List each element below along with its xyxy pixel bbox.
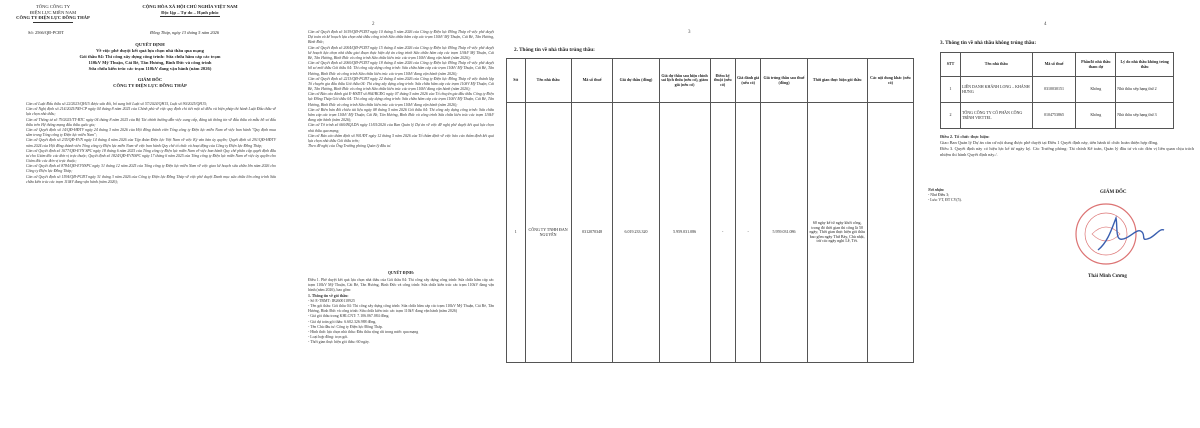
- column-header: Phần/lô nhà thầu tham dự: [1076, 53, 1116, 77]
- column-header: Stt: [507, 59, 526, 103]
- basis-paragraph: Căn cứ Quyết định số 235/QĐ-EVN ngày 14 tháng 4 năm 2026 của Tập đoàn Điện lực Việt Nam về việc Ký văn bản ủy quyền; Quyết định số 291/QĐ-HĐTV năm 2024 của Hội đồng thành viên Tổng công ty Điện lực miền Nam về việc ban hành Quy chế tổ chức và hoạt động của Công ty Điện lực Đồng Tháp;: [26, 138, 276, 148]
- motto-rule: [160, 16, 220, 17]
- recipients-heading: Nơi nhận:: [928, 188, 945, 192]
- decision-subject-line: 110kV Mỹ Thuận, Cái Bè, Tân Hương, Bình Đức và công trình: [88, 59, 212, 65]
- winner-heading: 2. Thông tin về nhà thầu trúng thầu:: [514, 47, 595, 53]
- package-info-item: - Tên gói thầu: Gói thầu 04: Thi công xây dựng công trình: Sửa chữa hâm cáp các trạm 110kV Mỹ Thuận, Cái Bè, Tân Hương, Bình Đức và công trình: Sửa chữa kiến trúc các trạm 110kV đang vận hành (năm 2026): [308, 303, 494, 314]
- table-row: [941, 77, 1174, 103]
- column-header: Thời gian thực hiện gói thầu: [807, 59, 867, 103]
- column-header: Giá dự thầu (đồng): [613, 59, 659, 103]
- package-info-item: - Giá gói thầu trong KHLCNT: 7.106.067.084 đồng.: [308, 314, 390, 319]
- document-date: Đồng Tháp, ngày 13 tháng 5 năm 2026: [150, 30, 220, 35]
- article-1-text: Điều 1. Phê duyệt kết quả lựa chọn nhà thầu của Gói thầu 04: Thi công xây dựng công trình: Sửa chữa hâm cáp các trạm 110kV Mỹ Thuận, Cái Bè, Tân Hương, Bình Đức và công trình: Sửa chữa kiến trúc các trạm 110kV đang vận hành (năm 2026), bao gồm:: [308, 278, 494, 293]
- table-cell: Không: [1076, 77, 1116, 103]
- package-info-heading: 1. Thông tin về gói thầu:: [308, 293, 349, 298]
- issuer-header: [6, 4, 100, 23]
- loser-table: [940, 52, 1174, 129]
- table-cell: Nhà thầu xếp hạng thứ 2: [1116, 77, 1174, 103]
- signer-title: GIÁM ĐỐC: [1100, 190, 1127, 195]
- basis-paragraph: Căn cứ Quyết định số 2213/QĐ-PCĐT ngày 22 tháng 4 năm 2026 của Công ty Điện lực Đồng Tháp về việc thành lập Tổ chuyên gia đấu thầu Gói thầu 04: Thi công xây dựng công trình: Sửa chữa hâm cáp các trạm 110kV Mỹ Thuận, Cái Bè, Tân Hương, Bình Đức và công trình Sửa chữa kiến trúc các trạm 110kV đang vận hành (năm 2026);: [308, 76, 494, 92]
- column-header: STT: [941, 53, 961, 77]
- basis-paragraph: Căn cứ Biên bản đối chiếu tài liệu ngày 08 tháng 5 năm 2026 Gói thầu 04: Thi công xây dựng công trình: Sửa chữa hâm cáp các trạm 110kV Mỹ Thuận, Cái Bè, Tân Hương, Bình Đức và công trình Sửa chữa kiến trúc các trạm 110kV đang vận hành (năm 2026);: [308, 107, 494, 123]
- authority-title: GIÁM ĐỐC: [137, 76, 163, 82]
- authority-name: CÔNG TY ĐIỆN LỰC ĐỒNG THÁP: [113, 82, 187, 88]
- basis-paragraph: Căn cứ Thông tư số 79/2025/TT-BTC ngày 04 tháng 8 năm 2025 của Bộ Tài chính hướng dẫn việc cung cấp, đăng tải thông tin về đấu thầu và mẫu hồ sơ đấu thầu trên Hệ thống mạng đấu thầu quốc gia;: [26, 117, 276, 127]
- table-cell: [867, 103, 913, 363]
- basis-paragraph: Căn cứ Quyết định số 2004/QĐ-PCĐT ngày 15 tháng 4 năm 2026 của Công ty Điện lực Đồng Tháp về việc phê duyệt kế hoạch lựa chọn nhà thầu giai đoạn thực hiện dự án công trình Sửa chữa hâm cáp các trạm 110kV Mỹ Thuận, Cái Bè, Tân Hương, Bình Đức và công trình Sửa chữa kiến trúc các trạm 110kV đang vận hành (năm 2026);: [308, 45, 494, 60]
- basis-paragraph: Căn cứ Quyết định số 1594/QĐ-PCĐT ngày 31 tháng 3 năm 2026 của Công ty Điện lực Đồng Tháp về việc phê duyệt Danh mục sửa chữa lớn công trình Sửa chữa kiến trúc các trạm 110kV đang vận hành (năm 2026);: [26, 174, 276, 184]
- document-page-1: [0, 0, 300, 428]
- table-cell: TỔNG CÔNG TY CỔ PHẦN CÔNG TRÌNH VIETTEL: [960, 103, 1032, 129]
- package-info-item: - Loại hợp đồng: trọn gói.: [308, 335, 349, 340]
- issuer-name: CÔNG TY ĐIỆN LỰC ĐỒNG THÁP: [16, 15, 90, 20]
- document-page-2: [300, 0, 500, 428]
- loser-heading: 3. Thông tin về nhà thầu không trúng thầu:: [940, 40, 1037, 46]
- page-number: 3: [688, 30, 691, 35]
- issuer-rule: [33, 22, 73, 23]
- article-3-text: Điều 3. Quyết định này có hiệu lực kể từ ngày ký. Các Trưởng phòng: Tài chính Kế toán, Quản lý đầu tư và các đơn vị liên quan chịu trách nhiệm thi hành Quyết định này./.: [940, 145, 1194, 157]
- package-info-item: - Giá dự toán gói thầu: 6.602.326.988 đồng.: [308, 319, 377, 324]
- basis-paragraph: Căn cứ Quyết định số 2060/QĐ-PCĐT ngày 18 tháng 4 năm 2026 của Công ty Điện lực Đồng Tháp về việc phê duyệt hồ sơ mời thầu Gói thầu 04: Thi công xây dựng công trình: Sửa chữa hâm cáp các trạm 110kV Mỹ Thuận, Cái Bè, Tân Hương, Bình Đức và công trình Sửa chữa kiến trúc các trạm 110kV đang vận hành (năm 2026);: [308, 61, 494, 76]
- table-cell: 0310030151: [1032, 77, 1076, 103]
- basis-paragraph: Căn cứ Quyết định số 1677/QĐ-EVN SPC ngày 18 tháng 6 năm 2025 của Tổng công ty Điện lực miền Nam về việc ban hành Quy chế phân cấp quyết định đầu tư cho Giám đốc các đơn vị trực thuộc; Quyết định số 1824/QĐ-EVNSPC ngày 17 tháng 6 năm 2025 của Tổng công ty Điện lực miền Nam về việc ủy quyền cho Giám đốc các đơn vị trực thuộc;: [26, 148, 276, 164]
- table-row: [941, 103, 1174, 129]
- nation-title: CỘNG HÒA XÃ HỘI CHỦ NGHĨA VIỆT NAM: [142, 4, 238, 9]
- decision-title-block: [10, 42, 290, 89]
- page-number: 2: [372, 22, 375, 27]
- legal-basis-cont: [308, 30, 494, 149]
- table-cell: CÔNG TY TNHH ĐAN NGUYÊN: [525, 103, 571, 363]
- table-cell: -: [735, 103, 760, 363]
- article-2-text: Giao Ban Quản lý Dự án căn cứ nội dung được phê duyệt tại Điều 1 Quyết định này, tiến hành tổ chức hoàn thiện hợp đồng.: [940, 139, 1159, 145]
- basis-paragraph: Căn cứ Nghị định số 214/2025/NĐ-CP ngày 04 tháng 8 năm 2025 của Chính phủ về việc quy định chi tiết một số điều và biện pháp thi hành Luật Đấu thầu về lựa chọn nhà thầu;: [26, 107, 276, 117]
- table-header-row: [941, 53, 1174, 77]
- decision-subject-line: Gói thầu 04: Thi công xây dựng công trình: Sửa chữa hâm cáp các trạm: [79, 53, 221, 59]
- article-1: [308, 278, 494, 345]
- column-header: Giá đánh giá (nếu có): [735, 59, 760, 103]
- table-cell: 5.959.031.086: [761, 103, 807, 363]
- basis-paragraph: Căn cứ Luật Đấu thầu số 22/2023/QH15 được sửa đổi, bổ sung bởi Luật số 57/2024/QH15, Luật số 90/2025/QH15;: [26, 102, 208, 106]
- document-page-4: [920, 0, 1200, 428]
- seal-and-signature: [1068, 198, 1178, 273]
- recipient-item: - Như Điều 3;: [928, 193, 950, 198]
- decision-subject: Về việc phê duyệt kết quả lựa chọn nhà thầu qua mạng: [96, 47, 204, 53]
- column-header: Các nội dung khác (nếu có): [867, 59, 913, 103]
- articles-2-3: [940, 134, 1194, 157]
- table-cell: 1: [941, 77, 961, 103]
- column-header: Điểm kỹ thuật (nếu có): [710, 59, 735, 103]
- table-row: [507, 103, 914, 363]
- decision-subject-line: Sửa chữa kiến trúc các trạm 110kV đang vận hành (năm 2026): [88, 65, 212, 71]
- basis-paragraph: Căn cứ Quyết định số 1619/QĐ-PCĐT ngày 10 tháng 5 năm 2026 của Công ty Điện lực Đồng Tháp về việc phê duyệt Dự toán và kế hoạch lựa chọn nhà thầu công trình Sửa chữa hâm cáp các trạm 110kV Mỹ Thuận, Cái Bè, Tân Hương, Bình Đức;: [308, 30, 494, 45]
- column-header: Giá trúng thầu sau thuế (đồng): [761, 59, 807, 103]
- package-info-item: - Hình thức lựa chọn nhà thầu: Đấu thầu rộng rãi trong nước qua mạng: [308, 329, 419, 334]
- national-header: [102, 4, 278, 17]
- recipients: [928, 188, 962, 203]
- column-header: Lý do nhà thầu không trúng thầu: [1116, 53, 1174, 77]
- table-cell: 2: [941, 103, 961, 129]
- basis-paragraph: Căn cứ Báo cáo đánh giá E-HSDT số 864/BCĐG ngày 07 tháng 5 năm 2026 của Tổ chuyên gia đấu thầu Công ty Điện lực Đồng Tháp Gói thầu 04: Thi công xây dựng công trình: Sửa chữa hâm cáp các trạm 110kV Mỹ Thuận, Cái Bè, Tân Hương, Bình Đức và công trình Sửa chữa kiến trúc các trạm 110kV đang vận hành (năm 2026);: [308, 92, 494, 107]
- table-cell: 60 ngày kể từ ngày khởi công, trong đó thời gian thi công là 50 ngày; Thời gian thực hiện gói thầu bao gồm ngày Thứ Bảy, Chủ nhật, trừ các ngày nghỉ Lễ, Tết.: [807, 103, 867, 363]
- legal-basis: [26, 102, 276, 185]
- document-page-3: [500, 0, 920, 428]
- basis-paragraph: Căn cứ Tờ trình số 660/BQLDA ngày 11/05/2026 của Ban Quản lý Dự án về việc đề nghị phê duyệt kết quả lựa chọn nhà thầu qua mạng;: [308, 123, 494, 133]
- issuer-parent-2: ĐIỆN LỰC MIỀN NAM: [29, 9, 77, 15]
- decision-title: QUYẾT ĐỊNH: [135, 42, 165, 47]
- package-info-item: - Số E-TBMT: IB2600118925: [308, 298, 355, 303]
- recipient-item: - Lưu: VT, ĐT CV(5).: [928, 198, 962, 203]
- decides-heading: QUYẾT ĐỊNH:: [387, 271, 415, 275]
- basis-paragraph: Căn cứ Quyết định số 8784/QĐ-EVNSPC ngày 31 tháng 12 năm 2025 của Tổng công ty Điện lực miền Nam về việc giao kế hoạch sửa chữa lớn năm 2026 cho Công ty Điện lực Đồng Tháp;: [26, 164, 276, 174]
- table-cell: 6.019.233.320: [613, 103, 659, 363]
- table-header-row: [507, 59, 914, 103]
- issuer-parent: TỔNG CÔNG TY: [35, 4, 71, 9]
- column-header: Mã số thuế: [1032, 53, 1076, 77]
- national-motto: Độc lập – Tự do – Hạnh phúc: [161, 9, 219, 15]
- column-header: Tên nhà thầu: [525, 59, 571, 103]
- column-header: Tên nhà thầu: [960, 53, 1032, 77]
- page-number: 4: [1044, 22, 1047, 27]
- winner-table: [506, 58, 914, 363]
- table-cell: 0312070348: [571, 103, 613, 363]
- basis-paragraph: Theo đề nghị của Ông Trưởng phòng Quản lý đầu tư.: [308, 144, 392, 149]
- signer-name: Thái Minh Cương: [1088, 274, 1127, 279]
- table-cell: -: [710, 103, 735, 363]
- document-number: Số: 2566/QĐ-PCĐT: [28, 30, 64, 35]
- table-cell: 1: [507, 103, 526, 363]
- table-cell: 5.959.031.086: [659, 103, 710, 363]
- table-cell: LIÊN DANH KHÁNH LONG – KHÁNH HƯNG: [960, 77, 1032, 103]
- package-info-item: - Tên Chủ đầu tư: Công ty Điện lực Đồng Tháp.: [308, 324, 383, 329]
- column-header: Giá dự thầu sau hiệu chỉnh sai lệch thừa (nếu có), giảm giá (nếu có): [659, 59, 710, 103]
- table-cell: Nhà thầu xếp hạng thứ 3: [1116, 103, 1174, 129]
- column-header: Mã số thuế: [571, 59, 613, 103]
- table-cell: 0104753865: [1032, 103, 1076, 129]
- basis-paragraph: Căn cứ Quyết định số 14/QĐ-HĐTV ngày 24 tháng 3 năm 2026 của Hội đồng thành viên Tổng công ty Điện lực miền Nam về việc ban hành "Quy định mua sắm trong Tổng công ty Điện lực miền Nam";: [26, 127, 276, 138]
- table-cell: Không: [1076, 103, 1116, 129]
- article-2-heading: Điều 2. Tổ chức thực hiện:: [940, 134, 990, 139]
- basis-paragraph: Căn cứ Báo cáo thẩm định số 901/ĐT ngày 12 tháng 5 năm 2026 của Tổ thẩm định về việc báo cáo thẩm định kết quả lựa chọn nhà thầu Gói thầu trên;: [308, 133, 494, 143]
- package-info-item: - Thời gian thực hiện gói thầu: 60 ngày.: [308, 340, 370, 345]
